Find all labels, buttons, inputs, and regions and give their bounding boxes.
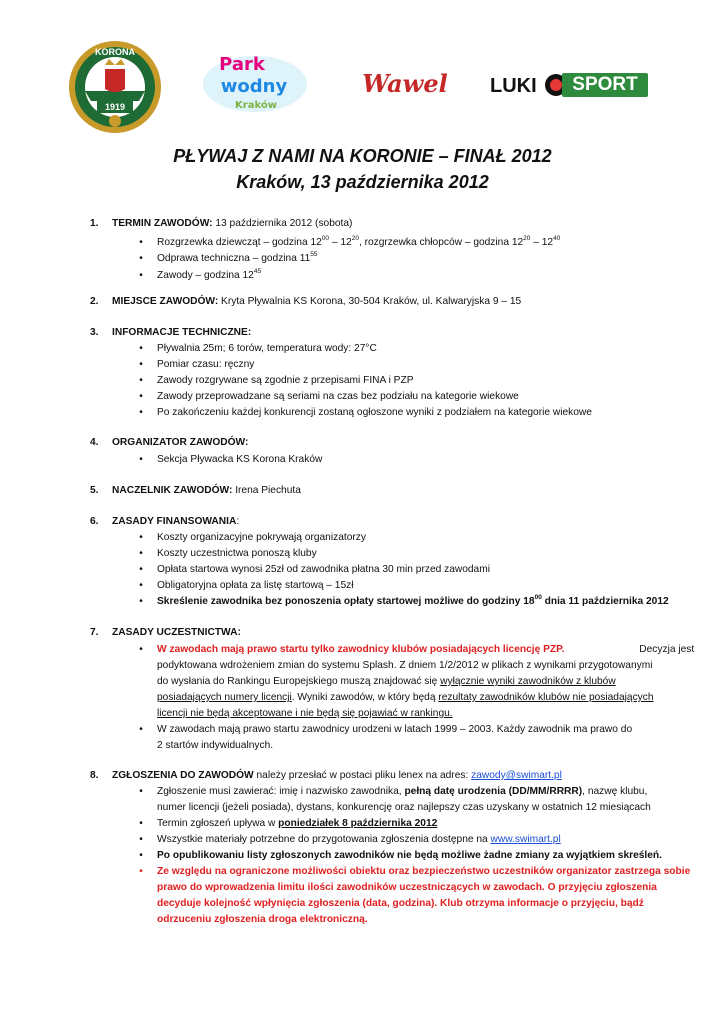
bullet: •: [139, 343, 143, 354]
bullet: •: [139, 359, 143, 370]
list-item: Zgłoszenie musi zawierać: imię i nazwisko zawodnika, pełną datę urodzenia (DD/MM/RRRR), nazwę klubu,: [157, 786, 648, 797]
list-item: Pomiar czasu: ręczny: [157, 359, 255, 370]
bullet: •: [139, 866, 143, 877]
bullet: •: [139, 724, 143, 735]
svg-text:KORONA: KORONA: [95, 47, 135, 57]
list-item: Sekcja Pływacka KS Korona Kraków: [157, 454, 323, 465]
bullet: •: [139, 532, 143, 543]
svg-text:Park: Park: [219, 54, 265, 75]
paragraph-line: 2 startów indywidualnych.: [157, 740, 274, 751]
bullet: •: [139, 850, 143, 861]
bullet: •: [139, 818, 143, 829]
section-3-heading: INFORMACJE TECHNICZNE:: [112, 327, 252, 338]
list-item: Odprawa techniczna – godzina $11^{55}$: [157, 251, 318, 264]
section-1-line: TERMIN ZAWODÓW: 13 października 2012 (sobota): [112, 218, 353, 229]
bullet: •: [139, 270, 143, 281]
paragraph-line: decyduje kolejność wpłynięcia zgłoszenia (data, godzina). Klub otrzyma informacje o przyjęciu, bądź: [157, 898, 644, 909]
list-item: Po zakończeniu każdej konkurencji zostaną ogłoszone wyniki z podziałem na kategorie wiekowe: [157, 407, 592, 418]
bullet: •: [139, 644, 143, 655]
document-title: PŁYWAJ Z NAMI NA KORONIE – FINAŁ 2012: [173, 146, 552, 166]
section-4-heading: ORGANIZATOR ZAWODÓW:: [112, 437, 249, 448]
bullet: •: [139, 786, 143, 797]
website-link[interactable]: www.swimart.pl: [490, 834, 561, 845]
bullet: •: [139, 391, 143, 402]
paragraph-line: do wysłania do Rankingu Europejskiego muszą znajdować się wyłącznie wyniki zawodników z klubów: [157, 676, 616, 687]
section-number: 3.: [90, 327, 99, 338]
paragraph-line: Ze względu na ograniczone możliwości obiektu oraz bezpieczeństwo uczestników organizator zastrzega sobie: [157, 866, 691, 877]
list-item: Zawody przeprowadzane są seriami na czas bez podziału na kategorie wiekowe: [157, 391, 519, 402]
svg-text:wodny: wodny: [220, 76, 288, 97]
list-item: Termin zgłoszeń upływa w poniedziałek 8 października 2012: [157, 818, 438, 829]
list-item: Zawody – godzina $12^{45}$: [157, 268, 262, 281]
section-5-line: NACZELNIK ZAWODÓW: Irena Piechuta: [112, 485, 301, 496]
list-item: Rozgrzewka dziewcząt – godzina $12^{00} - 12^{20}$, rozgrzewka chłopców – godzina $12^{20} - 12^{40}$: [157, 235, 561, 248]
paragraph-line: W zawodach mają prawo startu tylko zawodnicy klubów posiadających licencję PZP. Decyzja jest: [157, 644, 695, 655]
wawel-logo: [355, 68, 455, 100]
bullet: •: [139, 548, 143, 559]
section-number: 4.: [90, 437, 99, 448]
bullet: •: [139, 237, 143, 248]
list-item: Koszty organizacyjne pokrywają organizatorzy: [157, 532, 366, 543]
svg-text:Wawel: Wawel: [362, 69, 448, 98]
list-item: Koszty uczestnictwa ponoszą kluby: [157, 548, 317, 559]
list-item: Wszystkie materiały potrzebne do przygotowania zgłoszenia dostępne na www.swimart.pl: [157, 834, 561, 845]
section-6-heading: ZASADY FINANSOWANIA:: [112, 516, 240, 527]
bullet: •: [139, 454, 143, 465]
list-item: Zawody rozgrywane są zgodnie z przepisami FINA i PZP: [157, 375, 414, 386]
list-item: Obligatoryjna opłata za listę startową – 15zł: [157, 580, 354, 591]
paragraph-line: licencji nie będą akceptowane i nie będą się pojawiać w rankingu.: [157, 708, 453, 719]
bullet: •: [139, 834, 143, 845]
bullet: •: [139, 407, 143, 418]
section-number: 8.: [90, 770, 99, 781]
bullet: •: [139, 580, 143, 591]
paragraph-line: numer licencji (jeżeli posiada), dystans, konkurencję oraz najlepszy czas uzyskany w ostatnich 12 miesiącach: [157, 802, 651, 813]
section-number: 6.: [90, 516, 99, 527]
email-link[interactable]: zawody@swimart.pl: [471, 770, 562, 781]
luki-sport-logo: LUKI SPORT: [490, 72, 640, 100]
svg-text:1919: 1919: [104, 102, 126, 112]
svg-text:Kraków: Kraków: [235, 100, 277, 111]
section-number: 2.: [90, 296, 99, 307]
document-subtitle: Kraków, 13 października 2012: [236, 172, 489, 192]
bullet: •: [139, 253, 143, 264]
list-item: Po opublikowaniu listy zgłoszonych zawodników nie będą możliwe żadne zmiany za wyjątkiem skreśleń.: [157, 850, 662, 861]
paragraph-line: odrzuceniu zgłoszenia droga elektroniczną.: [157, 914, 368, 925]
korona-club-logo: [67, 39, 163, 135]
bullet: •: [139, 375, 143, 386]
paragraph-line: prawo do wprowadzenia limitu ilości zawodników uczestniczących w zawodach. O przyjęciu zgłoszenia: [157, 882, 657, 893]
bullet: •: [139, 596, 143, 607]
section-2-line: MIEJSCE ZAWODÓW: Kryta Pływalnia KS Korona, 30-504 Kraków, ul. Kalwaryjska 9 – 15: [112, 296, 522, 307]
paragraph-line: W zawodach mają prawo startu zawodnicy urodzeni w latach 1999 – 2003. Każdy zawodnik ma prawo do: [157, 724, 633, 735]
paragraph-line: posiadających numery licencji. Wyniki zawodów, w który będą rezultaty zawodników klubów nie posiadających: [157, 692, 654, 703]
section-8-line: ZGŁOSZENIA DO ZAWODÓW należy przesłać w postaci pliku lenex na adres: zawody@swimart.pl: [112, 770, 562, 781]
section-number: 1.: [90, 218, 99, 229]
list-item: Opłata startowa wynosi 25zł od zawodnika płatna 30 min przed zawodami: [157, 564, 490, 575]
list-item: Pływalnia 25m; 6 torów, temperatura wody: 27°C: [157, 343, 377, 354]
bullet: •: [139, 564, 143, 575]
paragraph-line: podyktowana wdrożeniem zmian do systemu Splash. Z dniem 1/2/2012 w plikach z wynikami przygotowanymi: [157, 660, 653, 671]
section-number: 5.: [90, 485, 99, 496]
sponsor-logos: [62, 34, 663, 134]
section-number: 7.: [90, 627, 99, 638]
section-7-heading: ZASADY UCZESTNICTWA:: [112, 627, 241, 638]
list-item: Skreślenie zawodnika bez ponoszenia opłaty startowej możliwe do godziny $18^{00}$ dnia 11 października 2012: [157, 594, 669, 607]
park-wodny-logo: [200, 46, 310, 116]
